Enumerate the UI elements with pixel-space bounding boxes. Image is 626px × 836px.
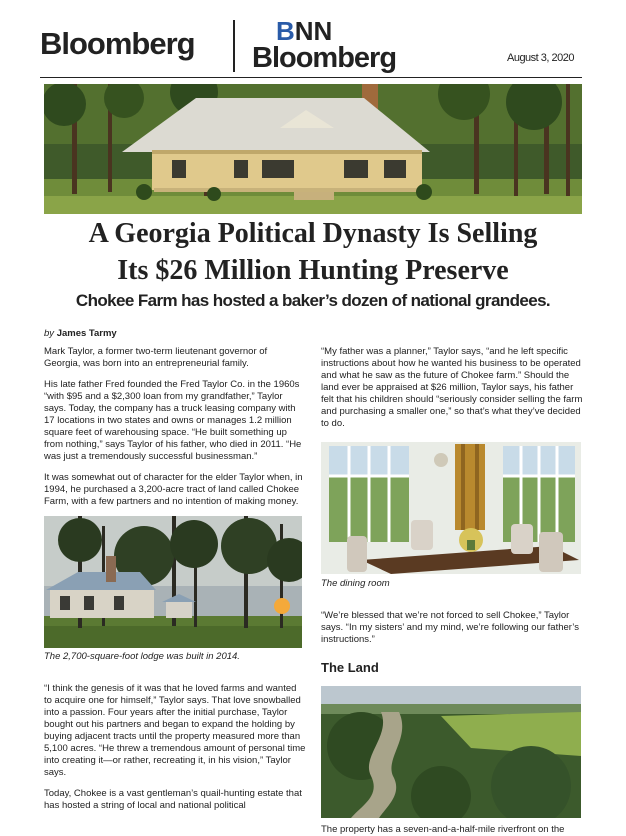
right-column (321, 346, 583, 836)
dining-room-image (321, 442, 581, 574)
land-aerial-image (321, 686, 581, 818)
bnn-bloomberg-logo (252, 16, 412, 76)
paragraph: It was somewhat out of character for the elder Taylor when, in 1994, he purchased a 3,200-acre tract of land called Chokee Farm, with a few partners and no intention of making money. (44, 472, 303, 507)
masthead (40, 12, 582, 78)
lodge-image (44, 516, 302, 648)
bloomberg-logo: Bloomberg (40, 26, 195, 61)
article-date: August 3, 2020 (506, 52, 574, 64)
title-line-1: A Georgia Political Dynasty Is Selling (88, 218, 538, 249)
bnn-logo-bloomberg: Bloomberg (252, 42, 397, 74)
paragraph: His late father Fred founded the Fred Taylor Co. in the 1960s “with $95 and a $2,300 loan from my grandfather,” Taylor says. Today, the company has a truck leasing company with 17 locations in two states and owns or manages 1.2 million square feet of warehousing space. “He built something up from nothing,” says Taylor of his father, who died in 2011. “He was just a tremendously successful businessman.” (44, 379, 302, 462)
paragraph: “We’re blessed that we’re not forced to sell Chokee,” Taylor says. “In my sisters’ and my mind, we’re following our father’s instructions.” (321, 610, 579, 645)
masthead-rule (40, 77, 582, 78)
paragraph: Today, Chokee is a vast gentleman’s quail-hunting estate that has hosted a string of local and national political (44, 788, 302, 811)
lodge-caption: The 2,700-square-foot lodge was built in 2014. (44, 651, 240, 662)
author-name: James Tarmy (56, 328, 117, 339)
left-column (44, 346, 306, 821)
land-caption: The property has a seven-and-a-half-mile riverfront on the (321, 824, 565, 835)
paragraph: Mark Taylor, a former two-term lieutenant governor of Georgia, was born into an entrepreneurial family. (44, 346, 268, 369)
article-title (30, 215, 596, 289)
dining-caption: The dining room (321, 578, 390, 589)
paragraph: “I think the genesis of it was that he loved farms and wanted to acquire one for himself,” Taylor says. That love snowballed into a passion. Four years after the initial purchase, Taylor bought out his partners and began to expand the holding by buying adjacent tracts until the property measured more than 5,100 acres. “He threw a tremendous amount of personal time into creating it—or rather, recreating it, in his vision,” Taylor says. (44, 683, 306, 778)
paragraph: “My father was a planner,” Taylor says, “and he left specific instructions about how he wanted his business to be operated and what he saw as the future of Chokee farm.” Should the land ever be appraised at $26 million, Taylor says, his father felt that his children should “seriously consider selling the farm and purchasing a smaller one,” so that’s what they’ve decided to do. (321, 346, 583, 429)
byline (44, 328, 117, 339)
byline-prefix: by (44, 328, 55, 339)
title-line-2: Its $26 Million Hunting Preserve (117, 255, 509, 286)
article-subtitle: Chokee Farm has hosted a baker’s dozen of national grandees. (75, 291, 551, 310)
logo-divider (233, 20, 235, 72)
hero-image-farmhouse (44, 84, 582, 214)
bnn-logo-nn: NN (294, 16, 333, 46)
section-heading-land: The Land (321, 660, 379, 675)
bnn-logo-b: B (276, 16, 295, 46)
